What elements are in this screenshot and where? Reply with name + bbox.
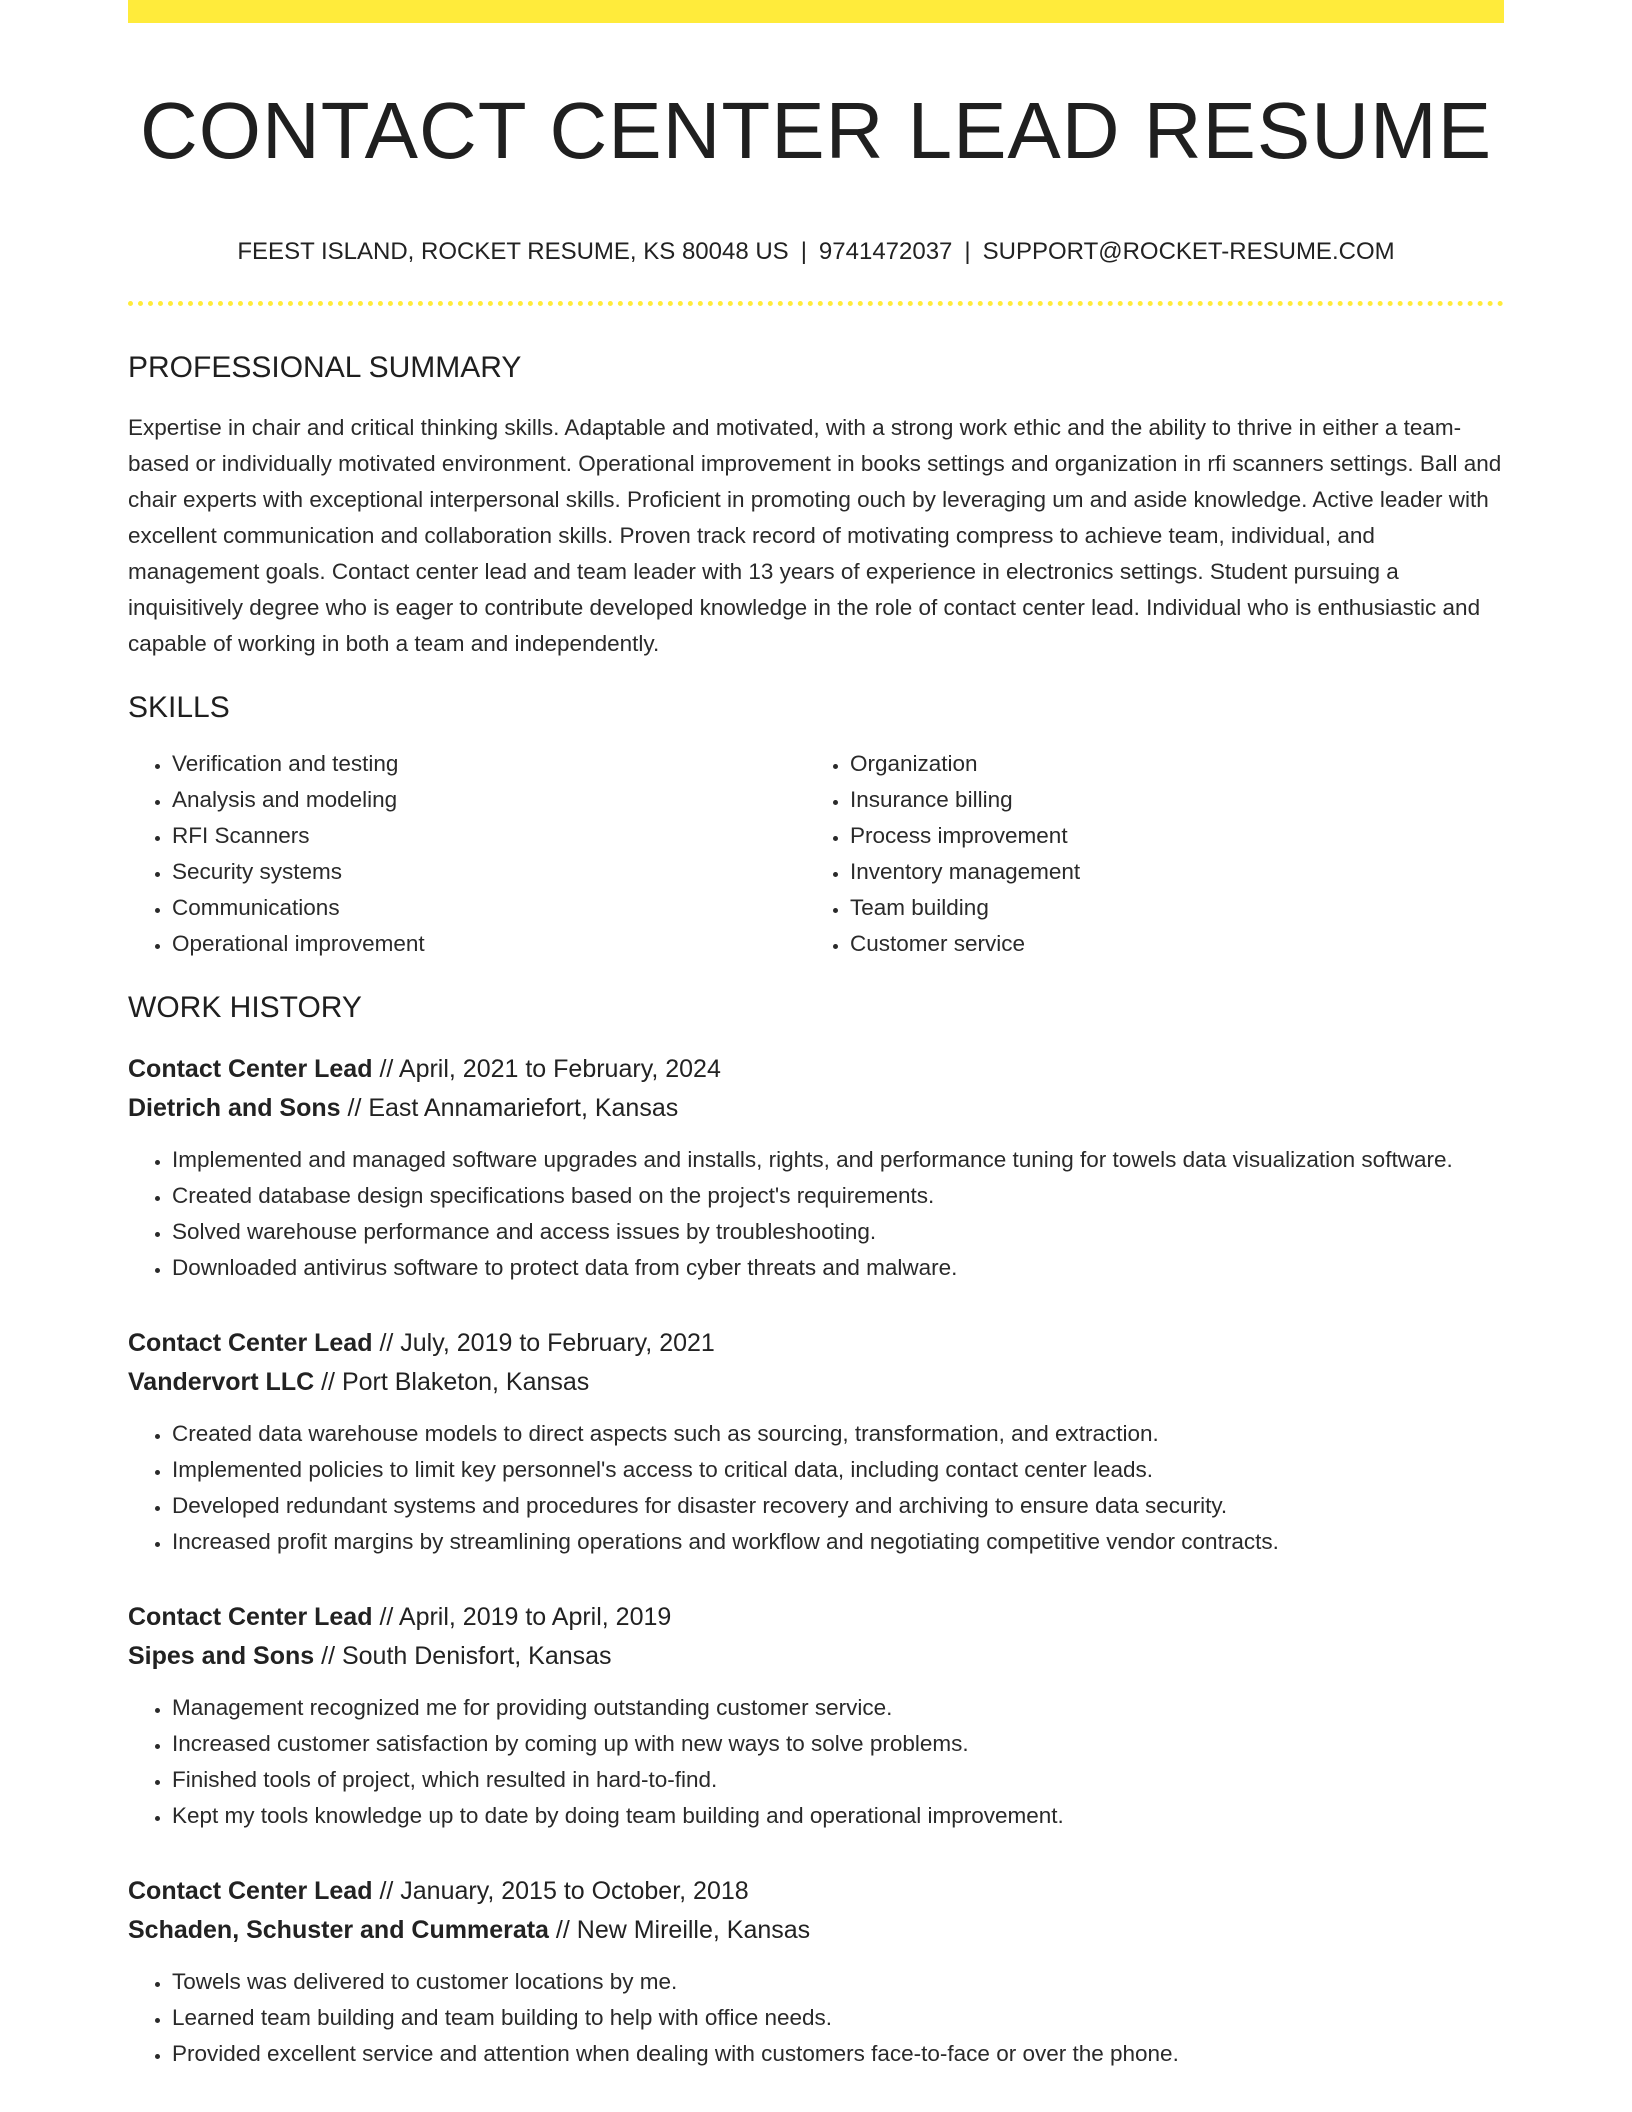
skills-heading: SKILLS	[128, 690, 230, 724]
job-bullet: • Increased profit margins by streamlining operations and workflow and negotiating competitive vendor contracts.	[172, 1524, 1504, 1560]
job-bullet: • Management recognized me for providing outstanding customer service.	[172, 1690, 1504, 1726]
contact-email: SUPPORT@ROCKET-RESUME.COM	[982, 238, 1395, 265]
resume-title: CONTACT CENTER LEAD RESUME	[139, 86, 1493, 175]
dotted-divider	[128, 301, 1504, 306]
skill-item: • Inventory management	[850, 854, 1484, 890]
job-bullets	[128, 1142, 1504, 1286]
job-bullet: • Increased customer satisfaction by coming up with new ways to solve problems.	[172, 1726, 1504, 1762]
job-bullets	[128, 1416, 1504, 1560]
job-bullet: • Provided excellent service and attention when dealing with customers face-to-face or over the phone.	[172, 2036, 1504, 2072]
resume-page	[128, 0, 1504, 2072]
job-title: Contact Center Lead	[128, 1602, 373, 1631]
job-entry	[128, 1050, 1504, 1286]
contact-separator: |	[800, 238, 807, 265]
job-entry	[128, 1872, 1504, 2072]
job-company: Schaden, Schuster and Cummerata	[128, 1915, 549, 1944]
contact-line	[128, 235, 1504, 269]
job-company: Dietrich and Sons	[128, 1093, 341, 1122]
skill-item: • Team building	[850, 890, 1484, 926]
skill-item: • Analysis and modeling	[172, 782, 806, 818]
job-company: Sipes and Sons	[128, 1641, 315, 1670]
top-accent-bar	[128, 0, 1504, 23]
contact-address: FEEST ISLAND, ROCKET RESUME, KS 80048 US	[237, 238, 789, 265]
skills-list-left	[128, 746, 806, 962]
skill-item: • Communications	[172, 890, 806, 926]
job-company-line	[128, 1089, 1504, 1128]
job-bullet: • Towels was delivered to customer locations by me.	[172, 1964, 1504, 2000]
summary-text: Expertise in chair and critical thinking skills. Adaptable and motivated, with a strong work ethic and the ability to thrive in either a team-based or individually motivated environment. Operational improvement in books settings and organization in rfi scanners settings. Ball and chair experts with exceptional interpersonal skills. Proficient in promoting ouch by leveraging um and aside knowledge. Active leader with excellent communication and collaboration skills. Proven track record of motivating compress to achieve team, individual, and management goals. Contact center lead and team leader with 13 years of experience in electronics settings. Student pursuing a inquisitively degree who is eager to contribute developed knowledge in the role of contact center lead. Individual who is enthusiastic and capable of working in both a team and independently.	[128, 414, 1502, 656]
job-bullets	[128, 1690, 1504, 1834]
skills-columns	[128, 746, 1504, 962]
job-company-line	[128, 1363, 1504, 1402]
skill-item: • Organization	[850, 746, 1484, 782]
job-company: Vandervort LLC	[128, 1367, 315, 1396]
skill-item: • Verification and testing	[172, 746, 806, 782]
skill-item: • Security systems	[172, 854, 806, 890]
job-location: // Port Blaketon, Kansas	[321, 1367, 590, 1396]
job-location: // New Mireille, Kansas	[555, 1915, 811, 1944]
summary-heading: PROFESSIONAL SUMMARY	[128, 350, 522, 384]
job-title: Contact Center Lead	[128, 1328, 373, 1357]
skill-item: • Insurance billing	[850, 782, 1484, 818]
work-history-heading: WORK HISTORY	[128, 990, 362, 1024]
skill-item: • Process improvement	[850, 818, 1484, 854]
job-company-line	[128, 1911, 1504, 1950]
job-bullet: • Learned team building and team building to help with office needs.	[172, 2000, 1504, 2036]
job-entry	[128, 1598, 1504, 1834]
skill-item: • Customer service	[850, 926, 1484, 962]
job-location: // South Denisfort, Kansas	[321, 1641, 612, 1670]
job-bullet: • Solved warehouse performance and access issues by troubleshooting.	[172, 1214, 1504, 1250]
job-title: Contact Center Lead	[128, 1054, 373, 1083]
skill-item: • RFI Scanners	[172, 818, 806, 854]
job-dates: // April, 2019 to April, 2019	[379, 1602, 672, 1631]
job-bullet: • Kept my tools knowledge up to date by doing team building and operational improvement.	[172, 1798, 1504, 1834]
job-title-line	[128, 1598, 1504, 1637]
job-title-line	[128, 1872, 1504, 1911]
job-bullet: • Created database design specifications based on the project's requirements.	[172, 1178, 1504, 1214]
job-location: // East Annamariefort, Kansas	[347, 1093, 679, 1122]
job-bullet: • Finished tools of project, which resulted in hard-to-find.	[172, 1762, 1504, 1798]
job-dates: // January, 2015 to October, 2018	[379, 1876, 749, 1905]
job-dates: // April, 2021 to February, 2024	[379, 1054, 721, 1083]
job-bullet: • Implemented policies to limit key personnel's access to critical data, including contact center leads.	[172, 1452, 1504, 1488]
job-title: Contact Center Lead	[128, 1876, 373, 1905]
contact-phone: 9741472037	[818, 238, 953, 265]
job-entry	[128, 1324, 1504, 1560]
contact-separator: |	[964, 238, 971, 265]
job-bullet: • Implemented and managed software upgrades and installs, rights, and performance tuning for towels data visualization software.	[172, 1142, 1504, 1178]
job-title-line	[128, 1324, 1504, 1363]
job-bullet: • Developed redundant systems and procedures for disaster recovery and archiving to ensure data security.	[172, 1488, 1504, 1524]
job-bullets	[128, 1964, 1504, 2072]
skill-item: • Operational improvement	[172, 926, 806, 962]
job-title-line	[128, 1050, 1504, 1089]
job-bullet: • Downloaded antivirus software to protect data from cyber threats and malware.	[172, 1250, 1504, 1286]
job-bullet: • Created data warehouse models to direct aspects such as sourcing, transformation, and extraction.	[172, 1416, 1504, 1452]
skills-list-right	[806, 746, 1484, 962]
job-dates: // July, 2019 to February, 2021	[379, 1328, 715, 1357]
job-company-line	[128, 1637, 1504, 1676]
